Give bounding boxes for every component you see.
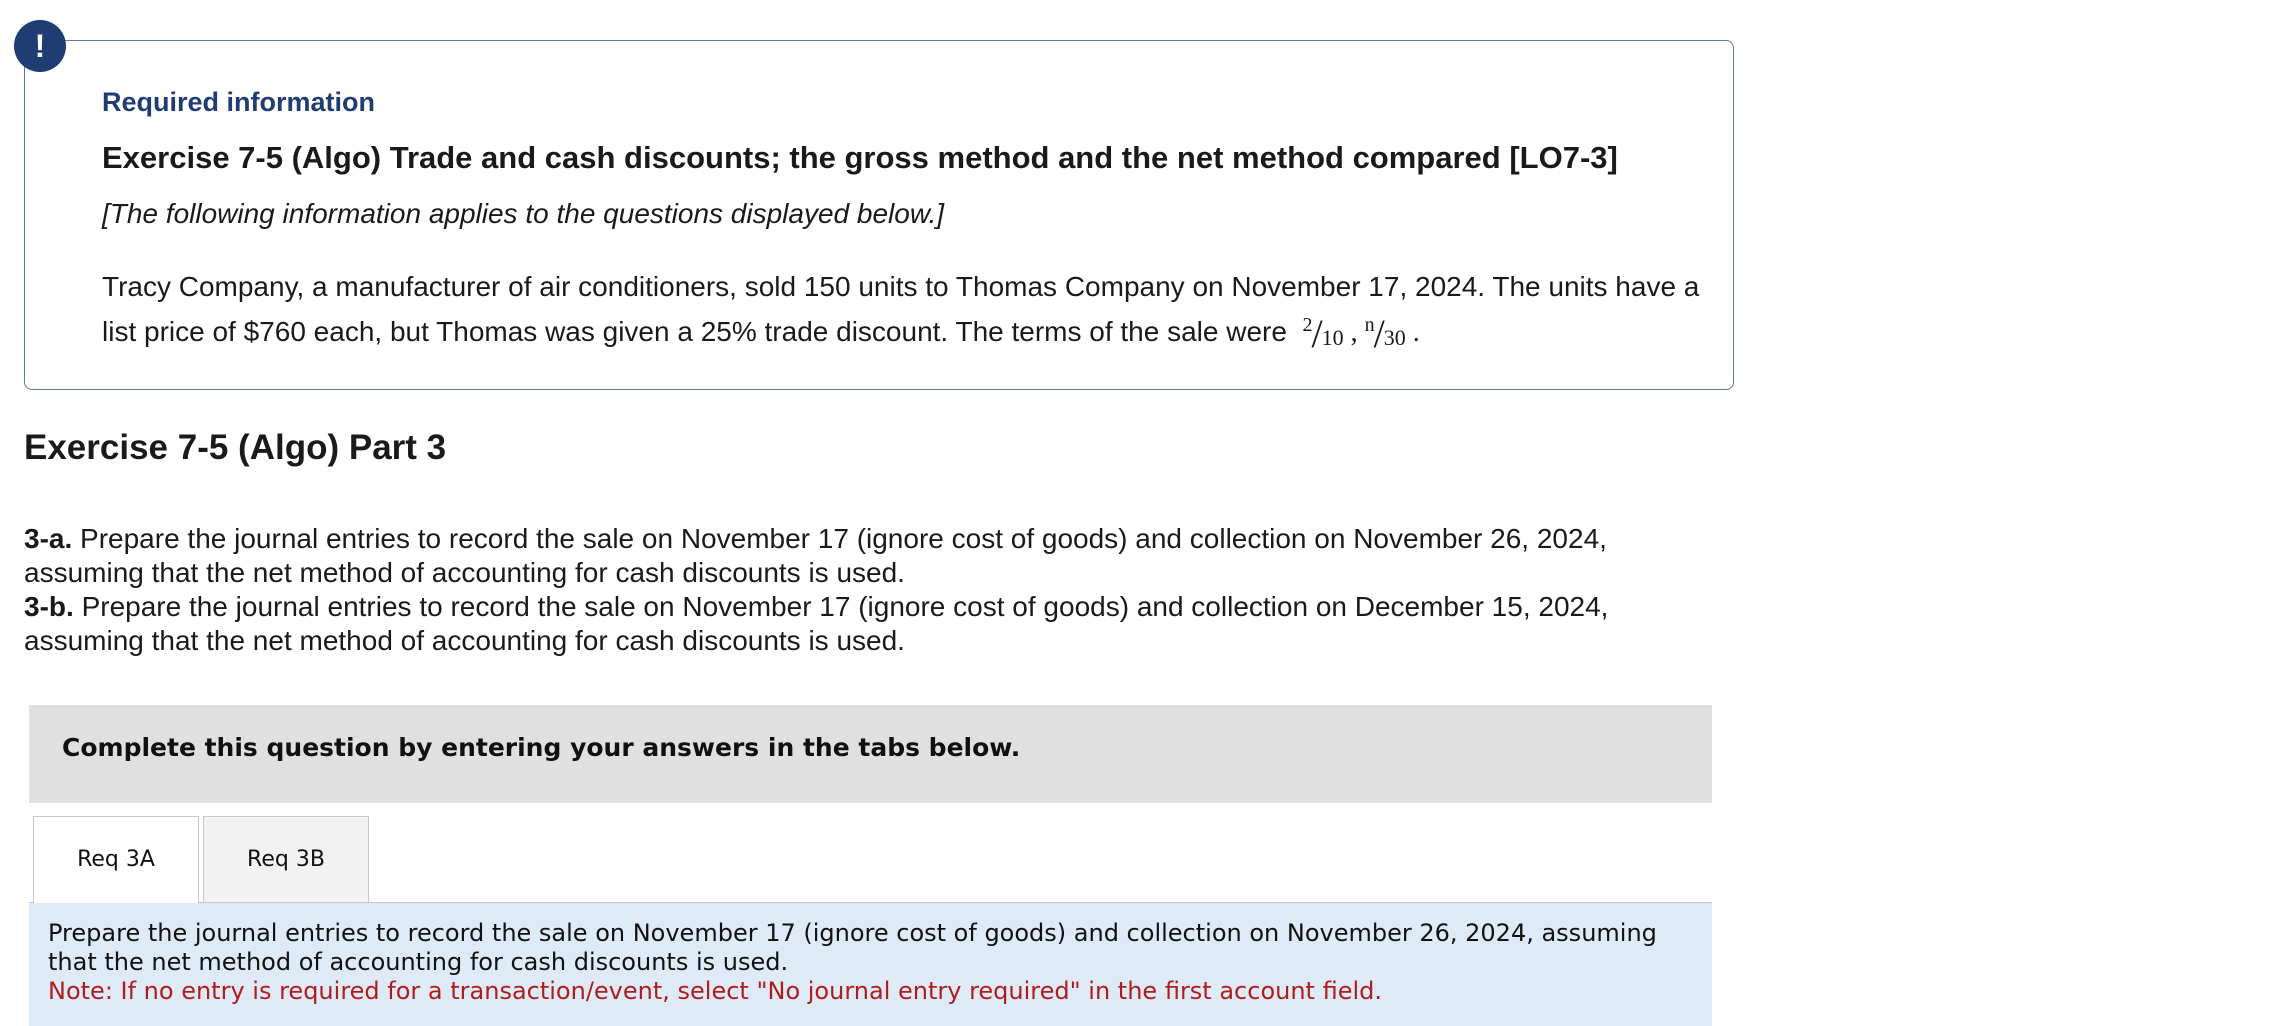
scenario-text xyxy=(102,268,1702,357)
terms-fraction: $^2/_{10}$ , $^n/_{30}$ . xyxy=(1302,311,1420,356)
question-text: Prepare the journal entries to record the sale on November 17 (ignore cost of goods) and collection on November 26, 2024, assuming that the net method of accounting for cash discounts is used. xyxy=(24,523,1607,588)
tab-content-panel xyxy=(29,903,1712,1026)
terms-net-num: n xyxy=(1364,314,1375,336)
question-label: 3-a. xyxy=(24,523,73,554)
terms-discount-num: 2 xyxy=(1302,314,1313,336)
part-title: Exercise 7-5 (Algo) Part 3 xyxy=(24,428,447,467)
applies-note: [The following information applies to the questions displayed below.] xyxy=(102,198,945,229)
required-information-label: Required information xyxy=(102,87,376,117)
instructions-panel: Complete this question by entering your answers in the tabs below. xyxy=(29,705,1712,803)
terms-discount-den: 10 xyxy=(1321,325,1344,350)
terms-net-den: 30 xyxy=(1383,325,1406,350)
alert-icon: ! xyxy=(14,20,66,72)
question-3b xyxy=(24,590,1704,658)
question-text: Prepare the journal entries to record the sale on November 17 (ignore cost of goods) and collection on December 15, 2024, assuming that the net method of accounting for cash discounts is used. xyxy=(24,591,1609,656)
exercise-title: Exercise 7-5 (Algo) Trade and cash discounts; the gross method and the net method compared [LO7-3] xyxy=(102,140,1618,175)
required-information-box xyxy=(24,40,1734,390)
tab-req-3b[interactable]: Req 3B xyxy=(203,816,369,902)
tab-prompt: Prepare the journal entries to record the sale on November 17 (ignore cost of goods) and collection on November 26, 2024, assuming that the net method of accounting for cash discounts is used. xyxy=(48,919,1657,976)
scenario-body: Tracy Company, a manufacturer of air conditioners, sold 150 units to Thomas Company on November 17, 2024. The units have a list price of $760 each, but Thomas was given a 25% trade discount. The terms of the sale were xyxy=(102,271,1700,347)
tab-bar xyxy=(33,816,369,902)
tab-note: Note: If no entry is required for a transaction/event, select "No journal entry required" in the first account field. xyxy=(48,977,1383,1005)
question-label: 3-b. xyxy=(24,591,74,622)
question-3a xyxy=(24,522,1704,590)
question-list xyxy=(24,522,1704,658)
tab-req-3a[interactable]: Req 3A xyxy=(33,816,199,903)
